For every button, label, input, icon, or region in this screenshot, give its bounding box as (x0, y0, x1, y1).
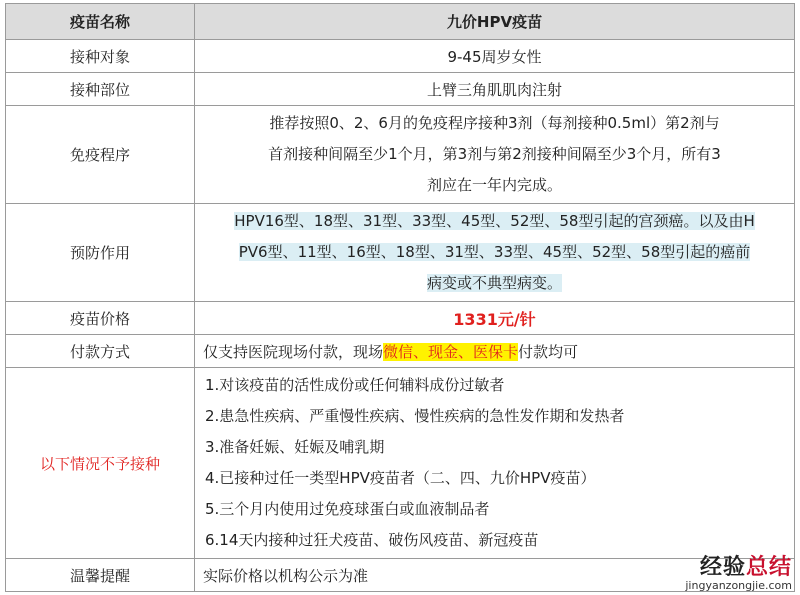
price-label: 疫苗价格 (6, 302, 195, 335)
reminder-label: 温馨提醒 (6, 559, 195, 592)
row-site (6, 73, 795, 106)
watermark-logo-text: 经验总结 (699, 555, 792, 580)
contraindications-list (195, 368, 795, 559)
target-value: 9-45周岁女性 (195, 40, 795, 73)
list-item: 6.14天内接种过狂犬疫苗、破伤风疫苗、新冠疫苗 (205, 531, 539, 549)
row-contraindications (6, 368, 795, 559)
watermark-url: jingyanzongjie.com (685, 579, 792, 592)
list-item: 1.对该疫苗的活性成份或任何辅料成份过敏者 (205, 376, 505, 394)
header-vaccine-title: 九价HPV疫苗 (195, 4, 795, 40)
reminder-value: 实际价格以机构公示为准 (195, 559, 795, 592)
row-reminder (6, 559, 795, 592)
prevention-label: 预防作用 (6, 204, 195, 302)
schedule-line: 剂应在一年内完成。 (426, 176, 562, 194)
prevention-line: PV6型、11型、16型、18型、31型、33型、45型、52型、58型引起的癌前 (238, 243, 751, 261)
prevention-line: 病变或不典型病变。 (426, 274, 562, 292)
schedule-value (195, 106, 795, 204)
list-item: 3.准备妊娠、妊娠及哺乳期 (205, 438, 385, 456)
schedule-line: 推荐按照0、2、6月的免疫程序接种3剂（每剂接种0.5ml）第2剂与 (269, 114, 720, 132)
contraindications-label: 以下情况不予接种 (6, 368, 195, 559)
schedule-label: 免疫程序 (6, 106, 195, 204)
payment-prefix: 仅支持医院现场付款，现场 (203, 342, 384, 361)
header-name-label: 疫苗名称 (6, 4, 195, 40)
prevention-line: HPV16型、18型、31型、33型、45型、52型、58型引起的宫颈癌。以及由H (234, 212, 755, 230)
row-prevention (6, 204, 795, 302)
payment-label: 付款方式 (6, 335, 195, 368)
price-value: 1331元/针 (195, 302, 795, 335)
list-item: 2.患急性疾病、严重慢性疾病、慢性疾病的急性发作期和发热者 (205, 407, 625, 425)
prevention-value (195, 204, 795, 302)
site-label: 接种部位 (6, 73, 195, 106)
list-item: 5.三个月内使用过免疫球蛋白或血液制品者 (205, 500, 490, 518)
list-item: 4.已接种过任一类型HPV疫苗者（二、四、九价HPV疫苗） (205, 469, 596, 487)
payment-methods-highlight: 微信、现金、医保卡 (383, 342, 519, 361)
row-target (6, 40, 795, 73)
row-schedule (6, 106, 795, 204)
row-payment (6, 335, 795, 368)
site-value: 上臂三角肌肌肉注射 (195, 73, 795, 106)
target-label: 接种对象 (6, 40, 195, 73)
schedule-line: 首剂接种间隔至少1个月，第3剂与第2剂接种间隔至少3个月，所有3 (268, 145, 721, 163)
row-price (6, 302, 795, 335)
site-watermark (685, 550, 792, 592)
payment-value (195, 335, 795, 368)
payment-suffix: 付款均可 (518, 342, 579, 361)
vaccine-info-table (5, 3, 795, 592)
header-row (6, 4, 795, 40)
